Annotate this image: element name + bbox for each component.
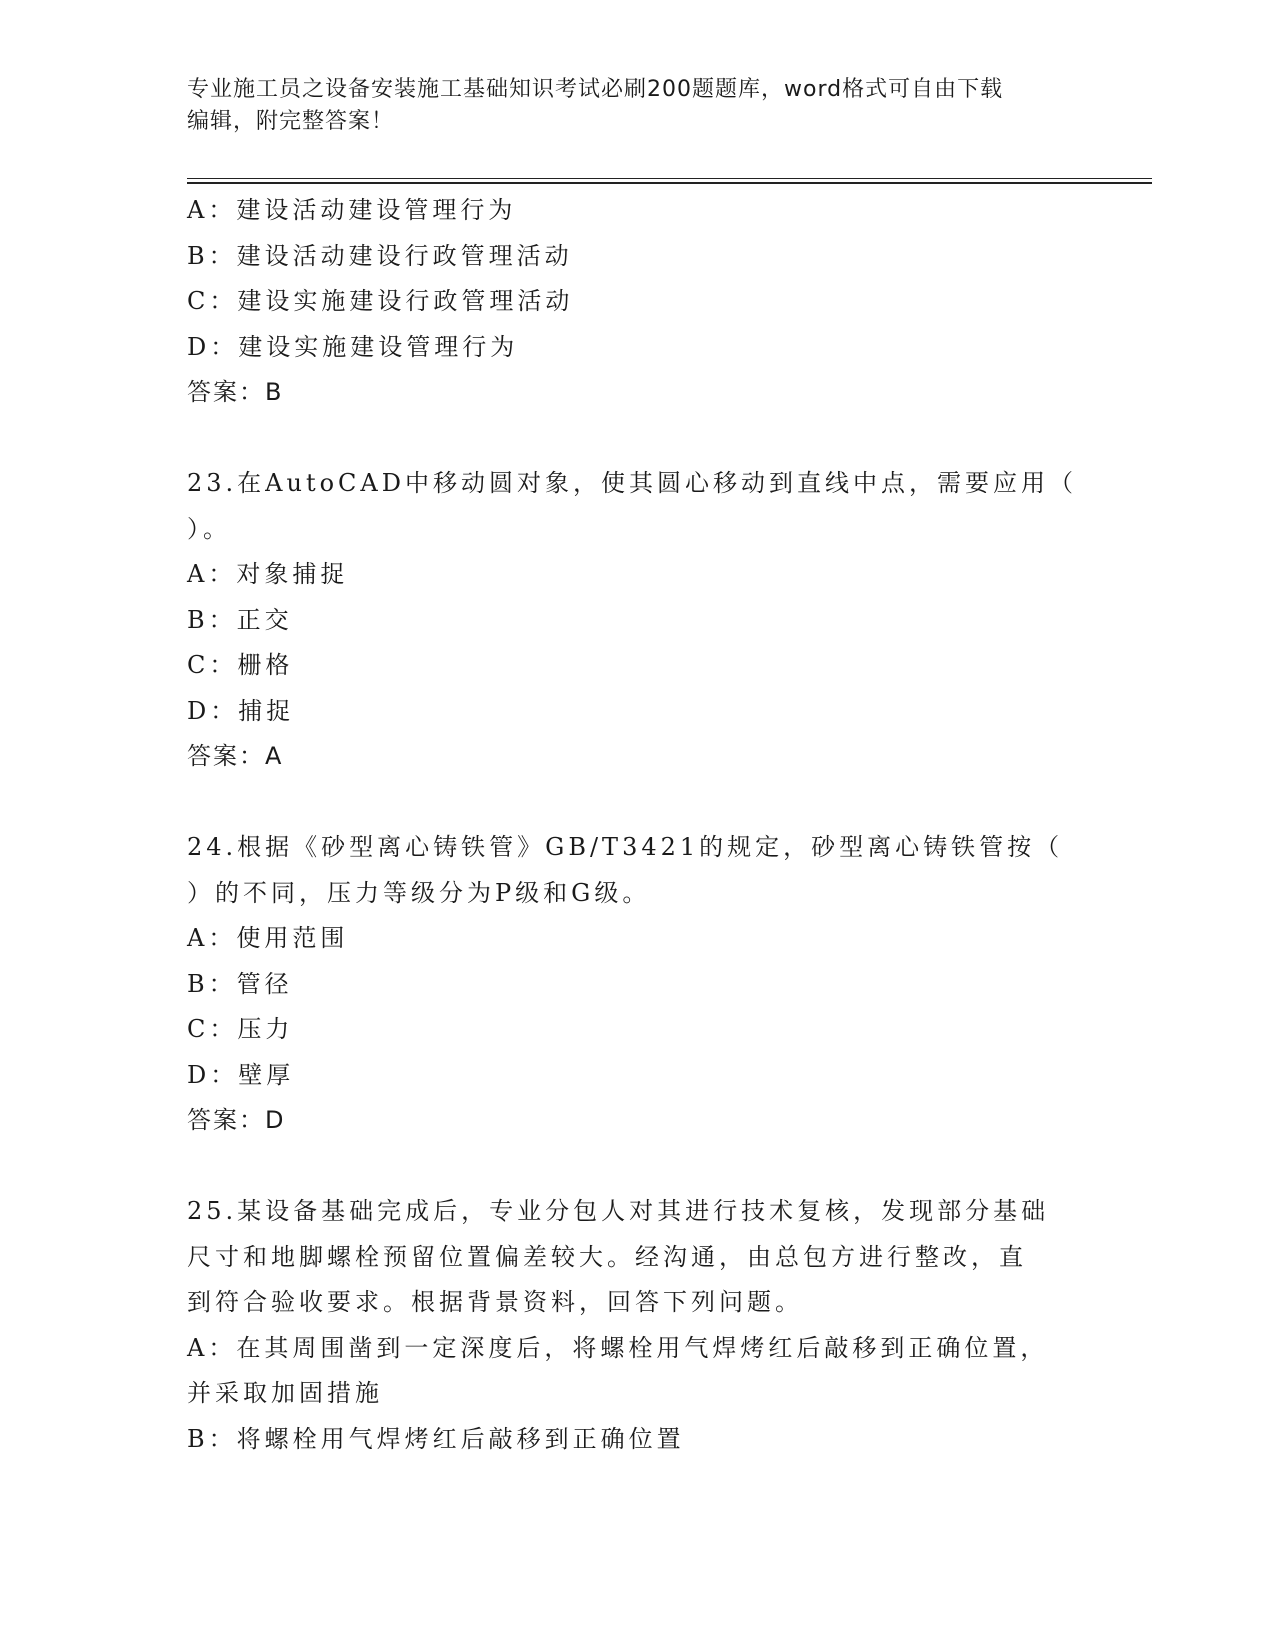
question-stem-cont: ）的不同，压力等级分为P级和G级。 — [187, 878, 651, 907]
question-22-tail — [187, 188, 1087, 416]
question-24 — [187, 825, 1087, 1144]
option-c: C：压力 — [187, 1015, 294, 1043]
question-stem: 23.在AutoCAD中移动圆对象，使其圆心移动到直线中点，需要应用（ — [187, 469, 1077, 497]
header-line-2: 编辑，附完整答案！ — [187, 109, 395, 134]
answer: 答案：D — [187, 1106, 286, 1134]
option-d: D：捕捉 — [187, 696, 295, 725]
option-a: A：建设活动建设管理行为 — [187, 196, 517, 224]
spacer — [187, 416, 1087, 462]
spacer — [187, 1144, 1087, 1190]
question-stem-cont: 尺寸和地脚螺栓预留位置偏差较大。经沟通，由总包方进行整改，直 — [187, 1242, 1027, 1271]
option-b: B：管径 — [187, 969, 293, 998]
question-25 — [187, 1189, 1087, 1462]
option-b: B：将螺栓用气焊烤红后敲移到正确位置 — [187, 1424, 685, 1453]
document-header — [187, 74, 1087, 138]
option-b: B：正交 — [187, 605, 293, 634]
answer: 答案：B — [187, 378, 284, 406]
header-line-1: 专业施工员之设备安装施工基础知识考试必刷200题题库，word格式可自由下载 — [187, 77, 1004, 102]
question-stem-cont: 到符合验收要求。根据背景资料，回答下列问题。 — [187, 1288, 803, 1316]
option-d: D：建设实施建设管理行为 — [187, 332, 519, 361]
question-stem: 24.根据《砂型离心铸铁管》GB/T3421的规定，砂型离心铸铁管按（ — [187, 833, 1064, 861]
spacer — [187, 780, 1087, 826]
option-a-cont: 并采取加固措施 — [187, 1379, 383, 1407]
option-a: A：在其周围凿到一定深度后，将螺栓用气焊烤红后敲移到正确位置， — [187, 1333, 1049, 1362]
answer: 答案：A — [187, 742, 284, 770]
option-c: C：栅格 — [187, 651, 294, 679]
question-23 — [187, 461, 1087, 780]
option-c: C：建设实施建设行政管理活动 — [187, 287, 574, 315]
header-divider-thick — [187, 182, 1152, 184]
question-stem-cont: ）。 — [187, 514, 231, 543]
option-d: D：壁厚 — [187, 1060, 295, 1089]
option-a: A：使用范围 — [187, 924, 349, 952]
header-divider-thin — [187, 178, 1152, 179]
document-body — [187, 188, 1087, 1462]
option-b: B：建设活动建设行政管理活动 — [187, 241, 573, 270]
question-stem: 25.某设备基础完成后，专业分包人对其进行技术复核，发现部分基础 — [187, 1197, 1050, 1225]
option-a: A：对象捕捉 — [187, 560, 349, 588]
